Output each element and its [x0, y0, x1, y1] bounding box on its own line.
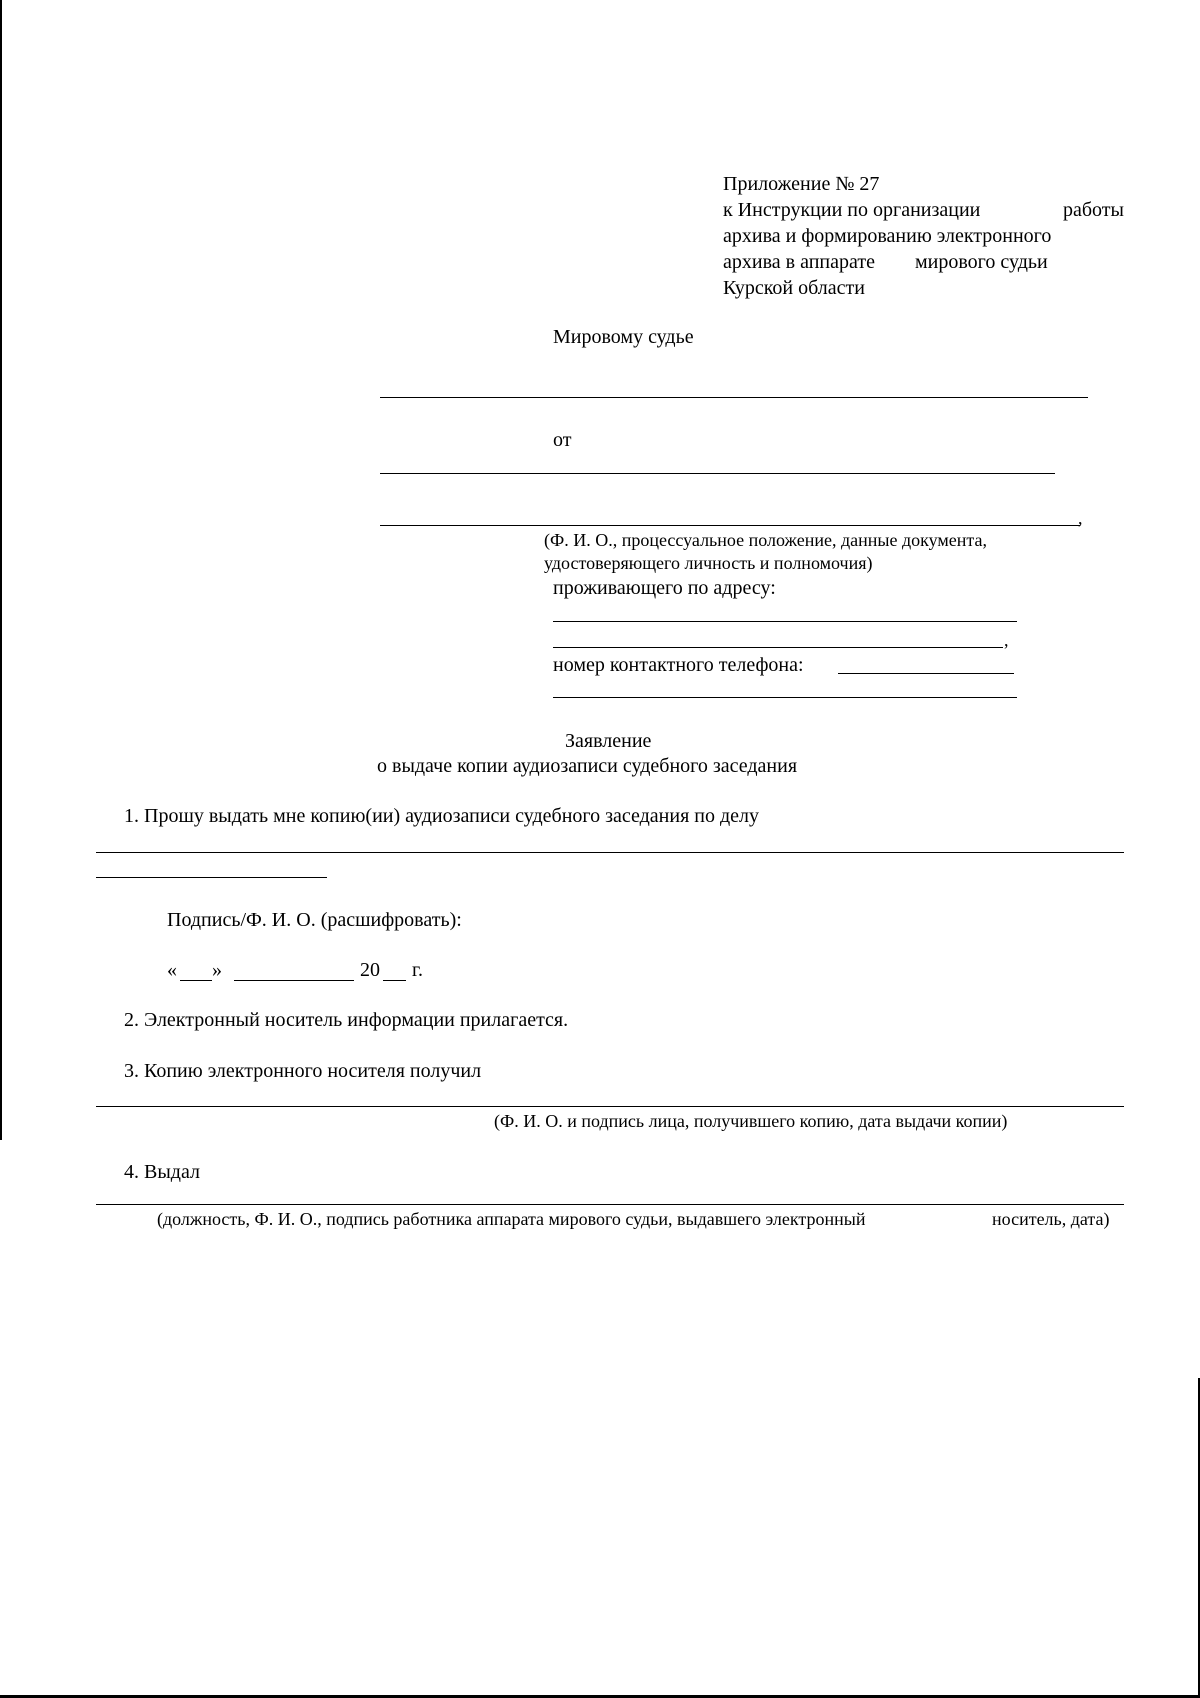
address-line-2 — [553, 647, 1003, 648]
judge-name-line — [380, 397, 1088, 398]
appendix-line-3: архива и формированию электронного — [723, 225, 1052, 247]
comma-mark: , — [1078, 508, 1083, 528]
appendix-line-4-right: мирового судьи — [915, 251, 1048, 273]
item-3-caption: (Ф. И. О. и подпись лица, получившего копию, дата выдачи копии) — [494, 1111, 1008, 1131]
appendix-number: Приложение № 27 — [723, 173, 880, 195]
case-number-line — [96, 852, 1124, 853]
date-suffix: г. — [412, 959, 423, 981]
applicant-caption-2: удостоверяющего личность и полномочия) — [544, 553, 873, 573]
date-close-quote: » — [212, 959, 222, 981]
item-3-text: 3. Копию электронного носителя получил — [124, 1060, 482, 1082]
comma-mark: , — [1004, 630, 1009, 650]
applicant-line-1 — [380, 473, 1055, 474]
addressee-label: Мировому судье — [553, 326, 694, 348]
appendix-line-2-right: работы — [1063, 199, 1124, 221]
date-year-prefix: 20 — [360, 959, 380, 981]
signature-label: Подпись/Ф. И. О. (расшифровать): — [167, 909, 462, 931]
phone-line — [838, 673, 1014, 674]
address-label: проживающего по адресу: — [553, 577, 776, 599]
issuer-line — [96, 1204, 1124, 1205]
address-line-1 — [553, 621, 1017, 622]
applicant-caption-1: (Ф. И. О., процессуальное положение, данные документа, — [544, 530, 987, 550]
recipient-line — [96, 1106, 1124, 1107]
document-title: Заявление — [565, 730, 652, 752]
date-month-line — [234, 980, 354, 981]
phone-label: номер контактного телефона: — [553, 654, 804, 676]
scan-edge-left — [0, 0, 2, 1140]
document-subtitle: о выдаче копии аудиозаписи судебного заседания — [377, 755, 798, 777]
appendix-line-2-left: к Инструкции по организации — [723, 199, 981, 221]
from-label: от — [553, 429, 572, 451]
phone-line-2 — [553, 697, 1017, 698]
item-4-text: 4. Выдал — [124, 1161, 200, 1183]
appendix-header — [723, 174, 1133, 304]
item-4-caption-right: носитель, дата) — [992, 1209, 1110, 1229]
appendix-line-4-left: архива в аппарате — [723, 251, 875, 273]
date-year-line — [383, 980, 406, 981]
appendix-line-5: Курской области — [723, 277, 865, 299]
item-4-caption-left: (должность, Ф. И. О., подпись работника аппарата мирового судьи, выдавшего электронный — [157, 1209, 866, 1229]
item-2-text: 2. Электронный носитель информации прилагается. — [124, 1009, 569, 1031]
date-day-line — [180, 980, 212, 981]
case-number-line-2 — [96, 877, 327, 878]
date-open-quote: « — [167, 959, 177, 981]
item-1-text: 1. Прошу выдать мне копию(ии) аудиозаписи судебного заседания по делу — [124, 805, 760, 827]
applicant-line-2 — [380, 525, 1080, 526]
